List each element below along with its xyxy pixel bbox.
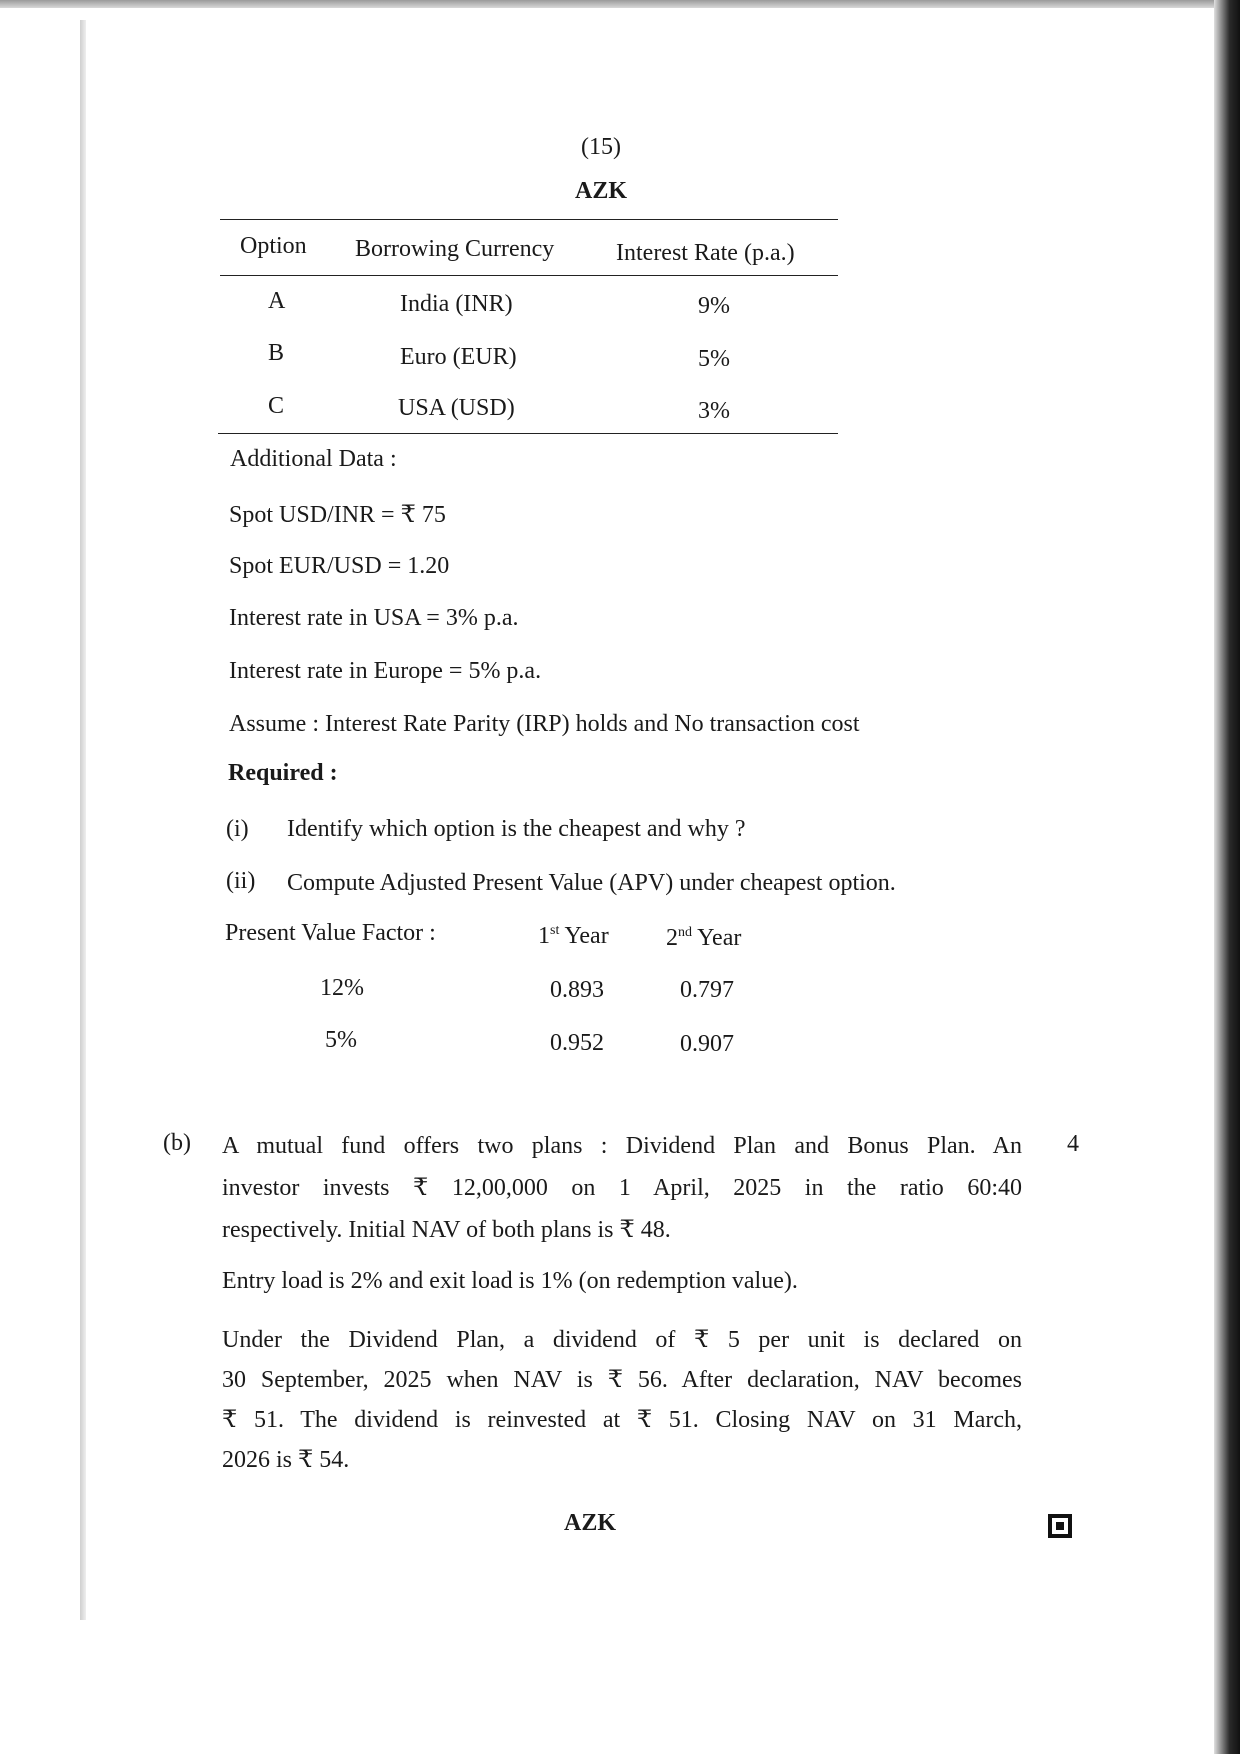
paper-code-header: AZK — [574, 178, 628, 204]
required-item-2-text: Compute Adjusted Present Value (APV) under cheapest option. — [287, 870, 896, 896]
part-b-para1-line-1: A mutual fund offers two plans : Dividend Plan and Bonus Plan. An — [222, 1133, 1022, 1159]
page-number: (15) — [581, 134, 621, 160]
pv-12-year-2: 0.797 — [680, 977, 734, 1003]
pv-rate-5: 5% — [325, 1027, 357, 1053]
paper-code-footer: AZK — [563, 1510, 617, 1536]
table-cell-currency-a: India (INR) — [400, 291, 513, 317]
part-b-label: (b) — [163, 1130, 191, 1156]
part-b-para3-line-4: 2026 is ₹ 54. — [222, 1447, 350, 1473]
pv-12-year-1: 0.893 — [550, 977, 604, 1003]
required-item-2-number: (ii) — [226, 868, 256, 894]
additional-data-heading: Additional Data : — [230, 446, 397, 472]
part-b-para3-line-3: ₹ 51. The dividend is reinvested at ₹ 51. Closing NAV on 31 March, — [222, 1407, 1022, 1433]
spot-eur-usd: Spot EUR/USD = 1.20 — [229, 553, 450, 579]
part-b-para1-line-2: investor invests ₹ 12,00,000 on 1 April, 2025 in the ratio 60:40 — [222, 1175, 1022, 1201]
table-cell-option-b: B — [268, 340, 285, 366]
required-heading: Required : — [228, 760, 338, 786]
table-header-rule — [220, 275, 838, 276]
part-b-para3-line-1: Under the Dividend Plan, a dividend of ₹ 5 per unit is declared on — [222, 1327, 1022, 1353]
part-b-loads: Entry load is 2% and exit load is 1% (on redemption value). — [222, 1268, 798, 1294]
part-b-para3-line-2: 30 September, 2025 when NAV is ₹ 56. After declaration, NAV becomes — [222, 1367, 1022, 1393]
assumption-line: Assume : Interest Rate Parity (IRP) holds and No transaction cost — [229, 711, 860, 737]
required-item-1-number: (i) — [226, 816, 249, 842]
table-cell-rate-a: 9% — [698, 293, 730, 319]
pv-5-year-2: 0.907 — [680, 1031, 734, 1057]
table-cell-currency-b: Euro (EUR) — [400, 344, 517, 370]
pv-header-year-2: 2nd Year — [666, 925, 742, 951]
table-cell-rate-c: 3% — [698, 398, 730, 424]
table-cell-option-c: C — [268, 393, 285, 419]
table-header-option: Option — [240, 233, 307, 259]
table-cell-rate-b: 5% — [698, 346, 730, 372]
corner-square-mark — [1048, 1514, 1072, 1538]
required-item-1-text: Identify which option is the cheapest and why ? — [287, 816, 746, 842]
table-top-rule — [220, 219, 838, 220]
pv-header-year-1: 1st Year — [538, 923, 609, 949]
table-header-currency: Borrowing Currency — [355, 236, 555, 262]
table-cell-option-a: A — [268, 288, 286, 314]
table-bottom-rule — [218, 433, 838, 434]
table-header-rate: Interest Rate (p.a.) — [616, 240, 795, 266]
part-b-para1-line-3: respectively. Initial NAV of both plans is ₹ 48. — [222, 1217, 671, 1243]
spot-usd-inr: Spot USD/INR = ₹ 75 — [229, 502, 446, 528]
interest-rate-europe: Interest rate in Europe = 5% p.a. — [229, 658, 542, 684]
pv-rate-12: 12% — [320, 975, 364, 1001]
interest-rate-usa: Interest rate in USA = 3% p.a. — [229, 605, 519, 631]
part-b-marks: 4 — [1067, 1131, 1079, 1157]
table-cell-currency-c: USA (USD) — [398, 395, 515, 421]
pv-factor-label: Present Value Factor : — [225, 920, 436, 946]
pv-5-year-1: 0.952 — [550, 1030, 604, 1056]
